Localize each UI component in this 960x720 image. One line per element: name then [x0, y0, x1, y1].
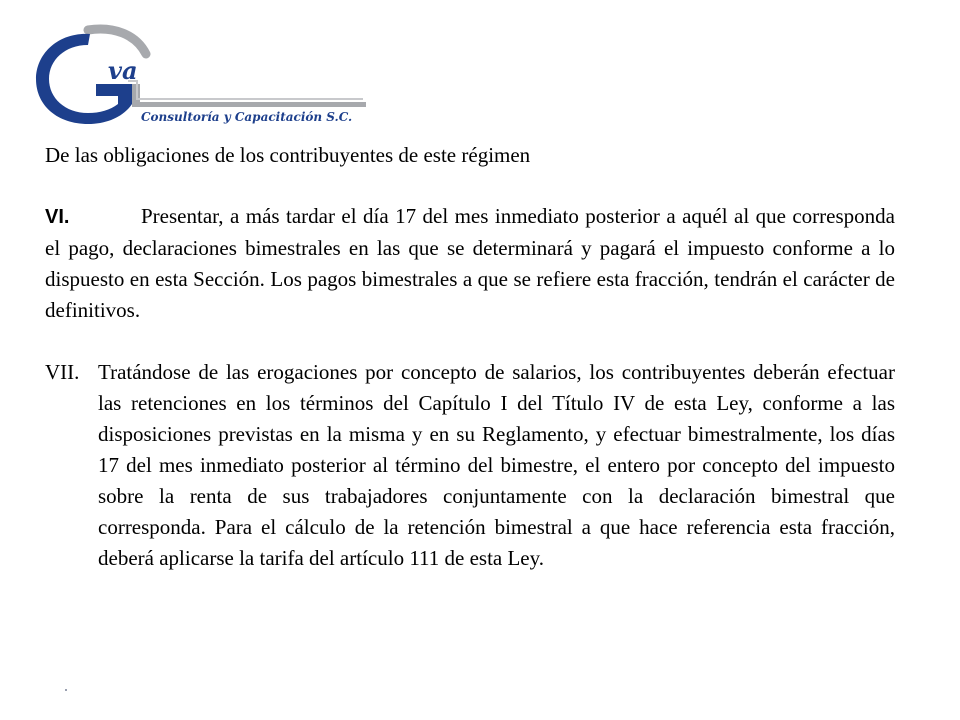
fraction-vii [45, 357, 895, 574]
fraction-text: Presentar, a más tardar el día 17 del mes inmediato posterior a aquél al que corresponda el pago, declaraciones bimestrales en las que se determinará y pagará el impuesto conforme a lo dispuesto en esta Sección. Los pagos bimestrales a que se refiere esta fracción, tendrán el carácter de definitivos. [45, 204, 895, 322]
fraction-number: VI. [45, 206, 70, 228]
fraction-text: Tratándose de las erogaciones por concepto de salarios, los contribuyentes deberán efectuar las retenciones en los términos del Capítulo I del Título IV de esta Ley, conforme a las disposiciones previstas en la misma y en su Reglamento, y efectuar bimestralmente, los días 17 del mes inmediato posterior al término del bimestre, el entero por concepto del impuesto sobre la renta de sus trabajadores conjuntamente con la declaración bimestral que corresponda. Para el cálculo de la retención bimestral a que hace referencia esta fracción, deberá aplicarse la tarifa del artículo 111 de esta Ley. [98, 360, 895, 570]
gva-logo-mark [28, 24, 373, 129]
company-logo [28, 24, 373, 129]
logo-mark-text: va [108, 56, 138, 85]
decorative-dot [65, 689, 67, 691]
company-name: Consultoría y Capacitación S.C. [141, 110, 353, 124]
fraction-number: VII. [45, 360, 80, 384]
document-body [45, 140, 895, 574]
section-heading: De las obligaciones de los contribuyentes de este régimen [45, 143, 531, 167]
fraction-vi [45, 201, 895, 326]
